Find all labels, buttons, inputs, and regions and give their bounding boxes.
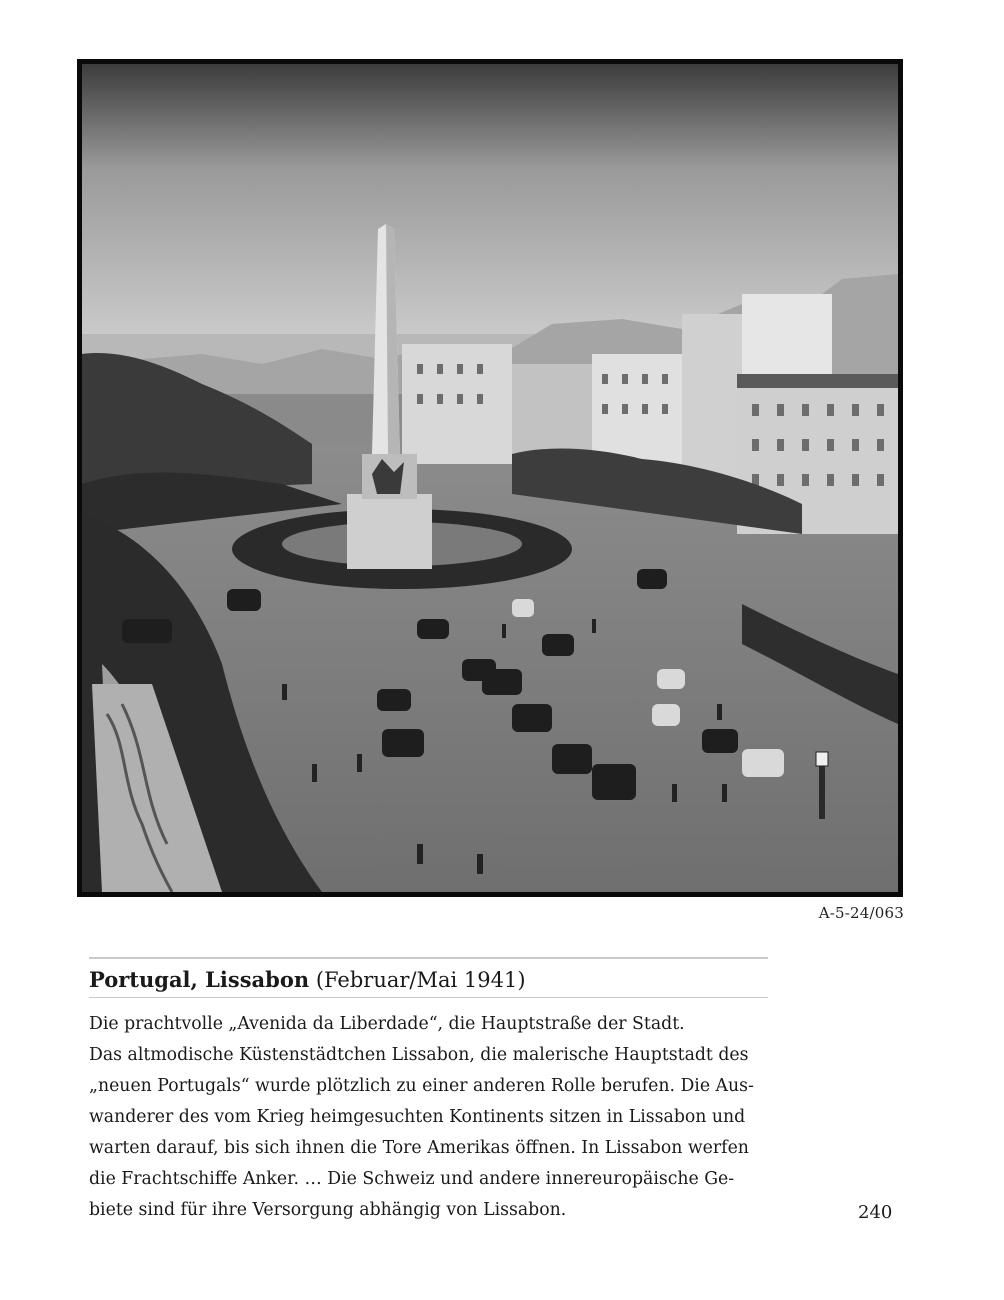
- caption-line: die Frachtschiffe Anker. … Die Schweiz und andere innereuropäische Ge-: [89, 1169, 735, 1189]
- caption-line: wanderer des vom Krieg heimgesuchten Kontinents sitzen in Lissabon und: [89, 1107, 746, 1127]
- caption-heading: [89, 966, 526, 994]
- caption-line: Das altmodische Küstenstädtchen Lissabon, die malerische Hauptstadt des: [89, 1045, 749, 1065]
- archive-reference: A-5-24/063: [818, 904, 904, 922]
- caption-bottom-rule: [89, 997, 768, 998]
- caption-line: Die prachtvolle „Avenida da Liberdade“, die Hauptstraße der Stadt.: [89, 1014, 685, 1034]
- caption-place: Portugal, Lissabon: [89, 967, 310, 992]
- page-number: 240: [858, 1202, 893, 1223]
- caption-text: [89, 1009, 779, 1226]
- caption-line: warten darauf, bis sich ihnen die Tore Amerikas öffnen. In Lissabon werfen: [89, 1138, 749, 1158]
- historical-photo: [77, 59, 903, 897]
- caption-line: „neuen Portugals“ wurde plötzlich zu einer anderen Rolle berufen. Die Aus-: [89, 1076, 754, 1096]
- photo-illustration: [82, 64, 898, 892]
- caption-date: (Februar/Mai 1941): [315, 968, 526, 992]
- caption-line: biete sind für ihre Versorgung abhängig von Lissabon.: [89, 1200, 567, 1220]
- caption-top-rule: [89, 957, 768, 959]
